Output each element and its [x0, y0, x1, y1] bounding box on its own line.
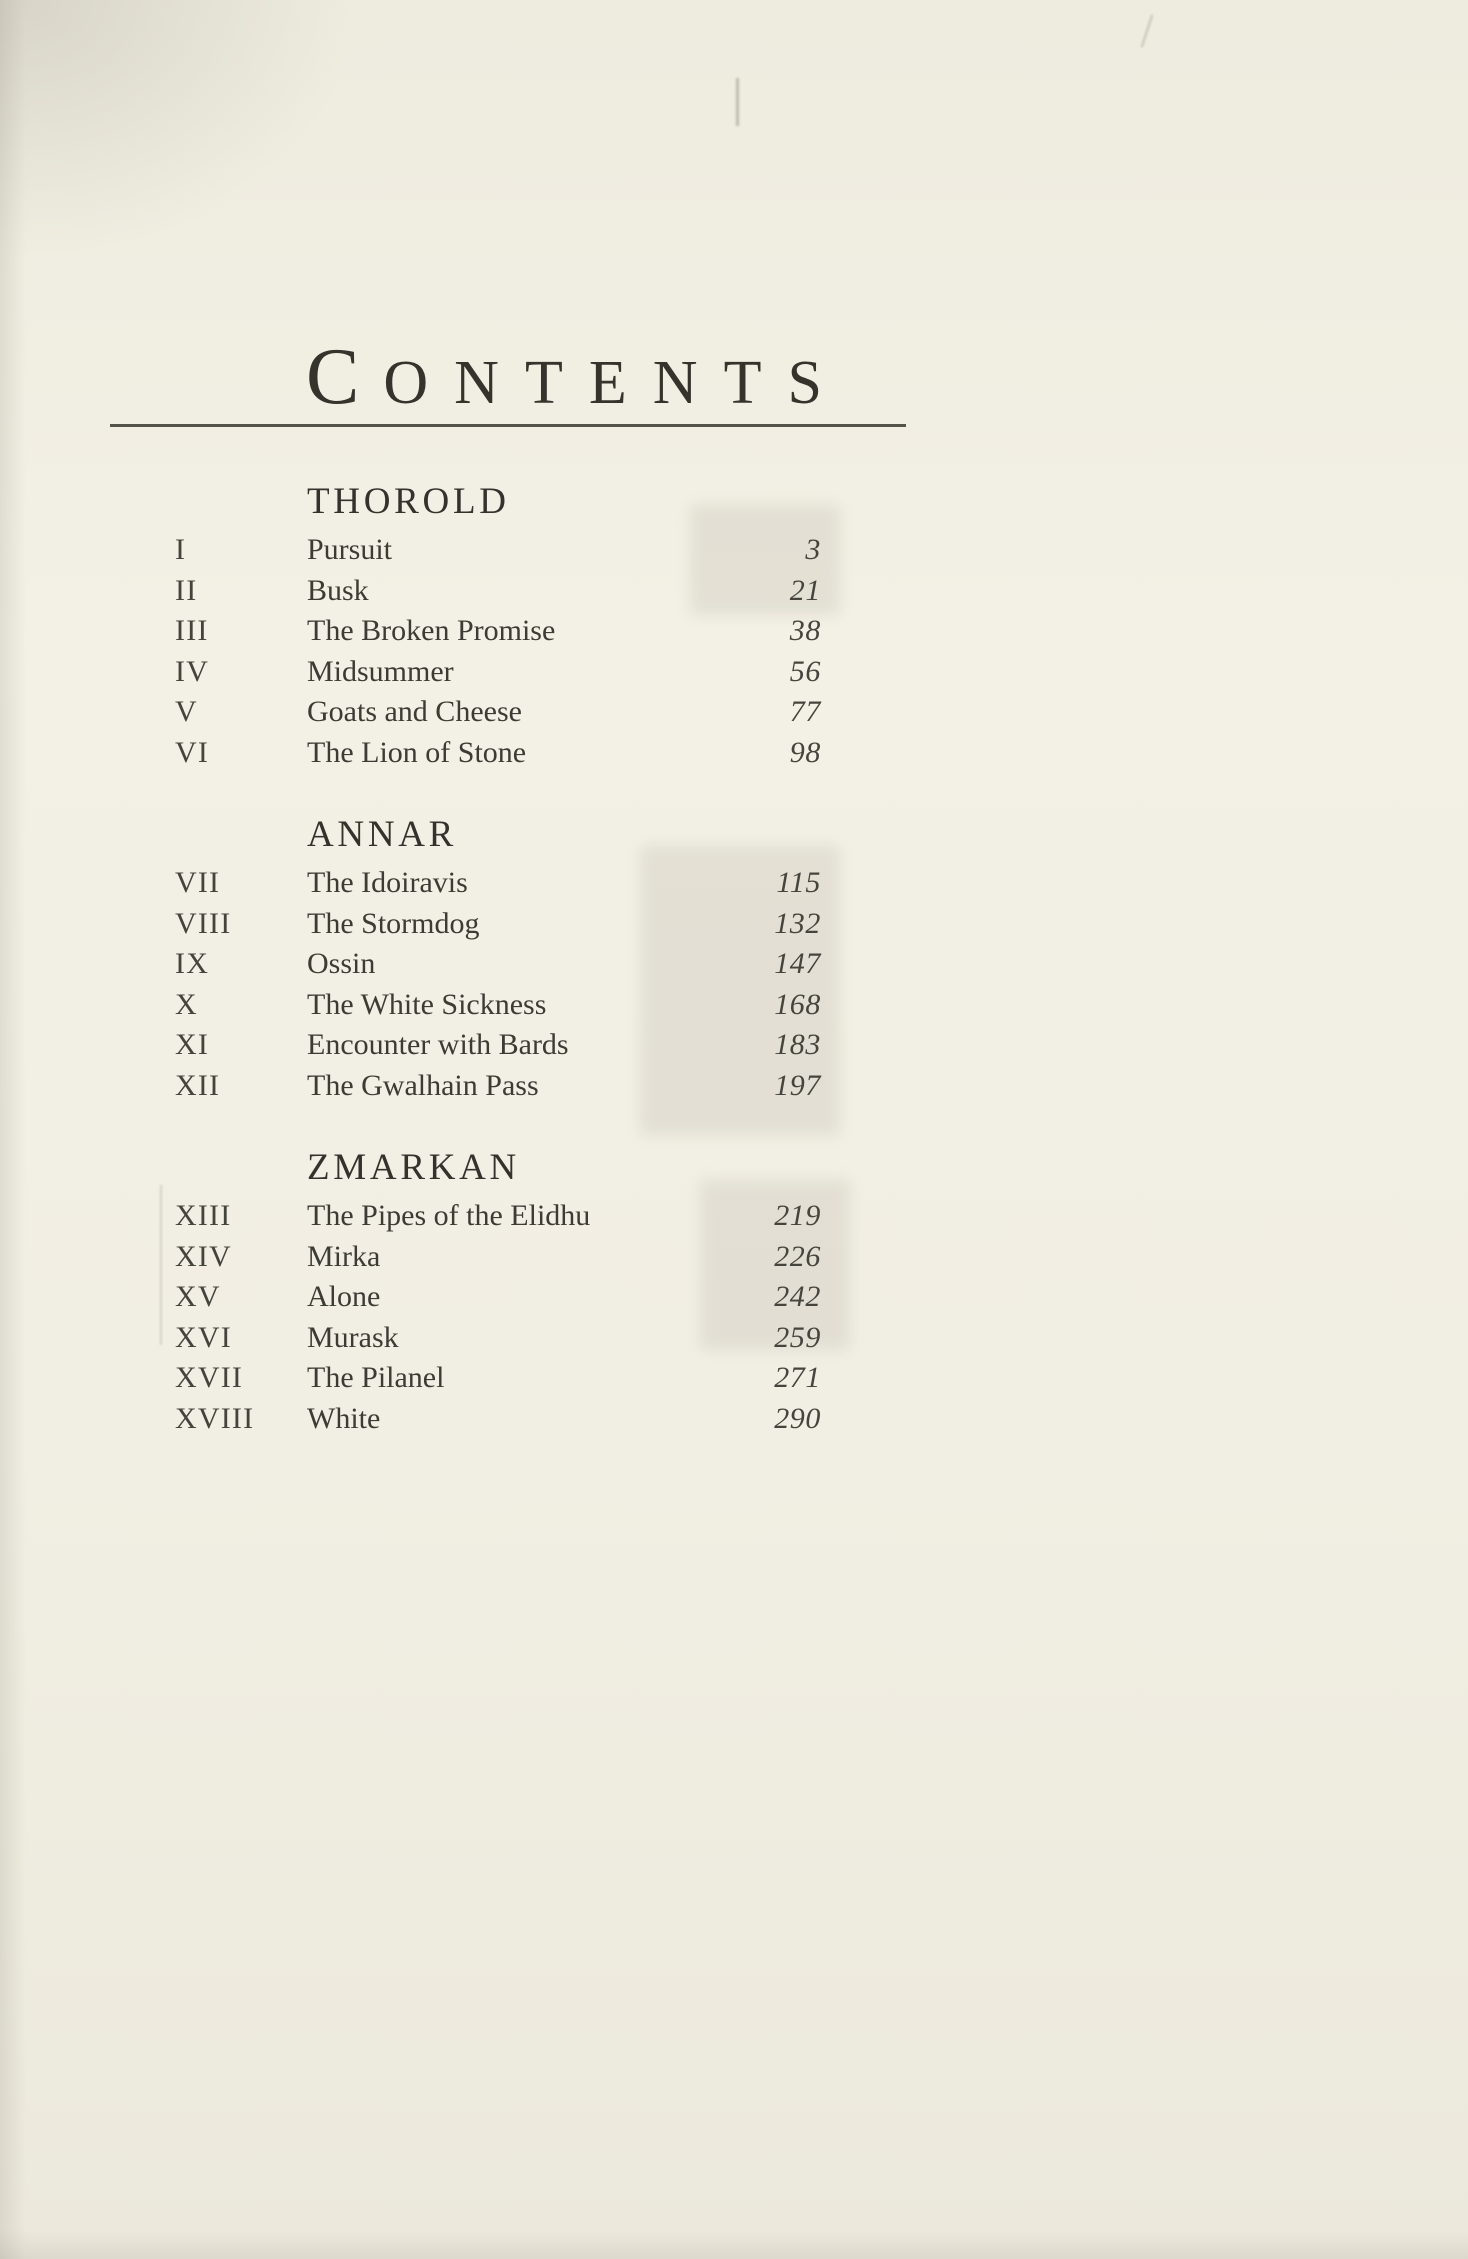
toc-entry — [175, 571, 821, 612]
title-rest: ONTENTS — [383, 349, 849, 417]
toc-entry — [175, 904, 821, 945]
toc-entry — [175, 1196, 821, 1237]
scan-artifact-crease — [160, 1185, 162, 1345]
toc-entry — [175, 530, 821, 571]
toc-entry — [175, 1237, 821, 1278]
chapter-title: Pursuit — [307, 533, 393, 566]
page-number: 147 — [774, 947, 821, 980]
chapter-title: The Pilanel — [307, 1361, 445, 1394]
page-number: 168 — [774, 987, 821, 1021]
chapter-title: White — [307, 1401, 381, 1435]
page-number: 183 — [774, 1028, 821, 1061]
toc-entry — [175, 1318, 821, 1359]
page-number: 38 — [789, 614, 821, 647]
toc-entry — [175, 1399, 821, 1440]
title-initial-letter: C — [306, 333, 384, 421]
chapter-numeral: VIII — [175, 906, 232, 940]
scan-artifact-mark — [736, 78, 739, 126]
chapter-title: Busk — [307, 573, 369, 607]
page-title — [306, 332, 848, 423]
page-number: 98 — [789, 735, 821, 769]
page-number: 77 — [789, 695, 821, 728]
page-number: 242 — [774, 1280, 821, 1313]
chapter-title: Goats and Cheese — [307, 695, 522, 728]
chapter-title: Alone — [307, 1280, 381, 1313]
toc-entry — [175, 1025, 821, 1066]
title-rule — [110, 424, 906, 427]
chapter-numeral: XII — [175, 1068, 221, 1102]
page-number: 115 — [776, 866, 821, 899]
toc-entry — [175, 1066, 821, 1107]
chapter-title: The Idoiravis — [307, 866, 468, 899]
chapter-numeral: V — [175, 695, 198, 728]
chapter-numeral: XIII — [175, 1199, 232, 1232]
chapter-title: The Lion of Stone — [307, 735, 527, 769]
section-heading: ZMARKAN — [307, 1147, 520, 1188]
chapter-title: Murask — [307, 1320, 399, 1354]
chapter-numeral: XVIII — [175, 1401, 255, 1435]
section-heading: ANNAR — [307, 814, 458, 855]
chapter-numeral: X — [175, 987, 198, 1021]
chapter-title: The White Sickness — [307, 987, 547, 1021]
chapter-numeral: VII — [175, 866, 221, 899]
chapter-numeral: VI — [175, 735, 210, 769]
chapter-title: Encounter with Bards — [307, 1028, 569, 1061]
chapter-numeral: XV — [175, 1280, 221, 1313]
chapter-numeral: II — [175, 573, 198, 607]
chapter-title: Midsummer — [307, 654, 454, 688]
chapter-numeral: IX — [175, 947, 210, 980]
chapter-numeral: I — [175, 533, 187, 566]
chapter-numeral: XVI — [175, 1320, 232, 1354]
chapter-title: The Pipes of the Elidhu — [307, 1199, 591, 1232]
chapter-title: The Broken Promise — [307, 614, 556, 647]
chapter-title: The Gwalhain Pass — [307, 1068, 539, 1102]
page-number: 271 — [774, 1361, 821, 1394]
page-number: 21 — [789, 573, 821, 607]
page-number: 3 — [805, 533, 821, 566]
page-number: 197 — [774, 1068, 821, 1102]
chapter-title: Ossin — [307, 947, 376, 980]
toc-entry — [175, 944, 821, 985]
toc-entry — [175, 611, 821, 652]
page-number: 290 — [774, 1401, 821, 1435]
page-number: 259 — [774, 1320, 821, 1354]
chapter-numeral: XVII — [175, 1361, 244, 1394]
toc-entry — [175, 1277, 821, 1318]
chapter-numeral: XI — [175, 1028, 210, 1061]
toc-entry — [175, 985, 821, 1026]
chapter-title: Mirka — [307, 1239, 381, 1273]
scan-shading-left-edge — [0, 0, 26, 2259]
toc-entry — [175, 692, 821, 733]
toc-entry — [175, 1358, 821, 1399]
toc-entry — [175, 863, 821, 904]
scan-shading-bottom-edge — [0, 2229, 1468, 2259]
toc-entry — [175, 652, 821, 693]
page-number: 56 — [789, 654, 821, 688]
chapter-numeral: IV — [175, 654, 210, 688]
chapter-title: The Stormdog — [307, 906, 480, 940]
page-number: 132 — [774, 906, 821, 940]
chapter-numeral: XIV — [175, 1239, 232, 1273]
table-of-contents — [175, 478, 821, 1439]
toc-entry — [175, 733, 821, 774]
scan-shading-top-left — [0, 0, 360, 260]
page-number: 226 — [774, 1239, 821, 1273]
page-number: 219 — [774, 1199, 821, 1232]
scan-artifact-mark — [1141, 15, 1153, 48]
section-heading: THOROLD — [307, 481, 510, 522]
chapter-numeral: III — [175, 614, 209, 647]
